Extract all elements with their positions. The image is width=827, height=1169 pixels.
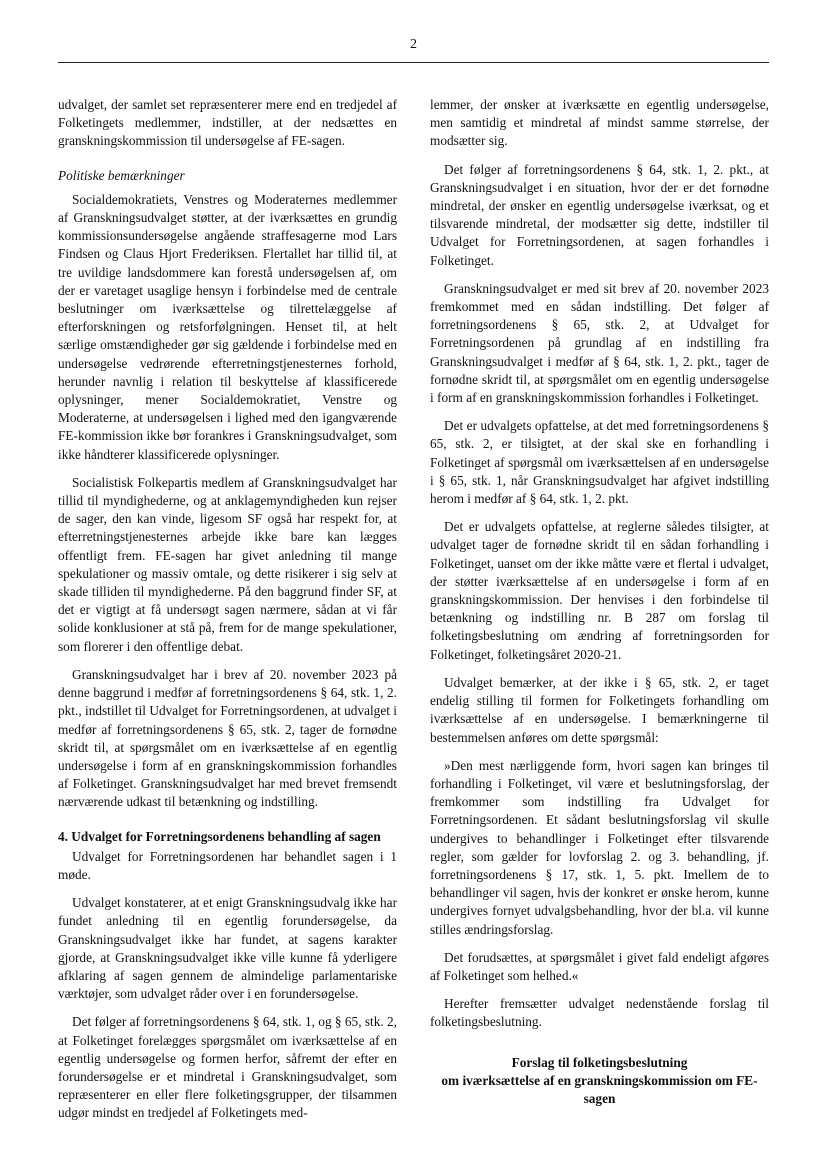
header-rule [58,62,769,63]
left-paragraph-3: Socialistisk Folkepartis medlem af Granskningsudvalget har tillid til myndighederne, og at anklagemyndigheden kun rejser de sager, den kan vinde, ligesom SF også har respekt for, at efterretningstjenesternes arbejde ikke bare kan lægges offentligt frem. FE-sagen har givet anledning til mange spekulationer og massiv omtale, og dette risikerer i sig selv at skade tilliden til myndighederne. På den baggrund finder SF, at det er vigtigt at få undersøgt sagen nærmere, sådan at vi får solide konklusioner at stå på, frem for de mange spekulationer, som florerer i den offentlige debat. [58,474,397,654]
left-column [58,96,397,1133]
right-paragraph-8: Herefter fremsætter udvalget nedenstående forslag til folketingsbeslutning. [430,996,769,1030]
right-paragraph-1: lemmer, der ønsker at iværksætte en egentlig undersøgelse, men samtidig et mindretal af mindst samme størrelse, der modsætter sig. [430,97,769,149]
right-paragraph-7: Det forudsættes, at spørgsmålet i givet fald endeligt afgøres af Folketinget som helhed.« [430,949,769,983]
right-paragraph-6: Udvalget bemærker, at der ikke i § 65, stk. 2, er taget endelig stilling til formen for Folketingets forhandling om iværksættelse af en undersøgelse. I bemærkningerne til bestemmelsen anføres om dette spørgsmål: [430,674,769,745]
proposal-title-line-1: Forslag til folketingsbeslutning [511,1054,688,1070]
proposal-title-line-2: om iværksættelse af en granskningskommission om FE- [441,1072,758,1088]
proposal-title-line-3: sagen [583,1090,616,1106]
political-remarks-heading: Politiske bemærkninger [58,167,185,183]
right-paragraph-2: Det følger af forretningsordenens § 64, stk. 1, 2. pkt., at Granskningsudvalget i en situation, hvor der er det fornødne mindretal, der ønsker en egentlig undersøgelse iværksat, og et tilsvarende mindretal, der modsætter sig dette, indstiller til Udvalget for Forretningsordenen, at sagen forhandles i Folketinget. [430,161,769,268]
right-column [430,96,769,1108]
right-paragraph-4: Det er udvalgets opfattelse, at det med forretningsordenens § 65, stk. 2, er tilsigtet, at der skal ske en forhandling i Folketinget af spørgsmål om iværksættelsen af en undersøgelse i § 65, stk. 1, når Granskningsudvalget har afgivet indstilling herom i medfør af § 64, stk. 1, 2. pkt. [430,418,769,507]
right-paragraph-3: Granskningsudvalget er med sit brev af 20. november 2023 fremkommet med en sådan indstilling. Det følger af forretningsordenens § 65, stk. 2, at Udvalget for Forretningsordenen på grundlag af en indstilling fra Granskningsudvalget i medfør af § 64, stk. 1, 2. pkt., tager de fornødne skridt til, at spørgsmålet om en egentlig undersøgelse i form af en granskningskommission forhandles i Folketinget. [430,280,769,406]
left-paragraph-4: Granskningsudvalget har i brev af 20. november 2023 på denne baggrund i medfør af forretningsordenens § 64, stk. 1, 2. pkt., indstillet til Udvalget for Forretningsordenen, at udvalget i medfør af forretningsordenens § 65, stk. 2, tager de fornødne skridt til, at spørgsmålet om en iværksættelse af en egentlig undersøgelse i form af en granskningskommission forhandles af Folketinget. Granskningsudvalget har med brevet fremsendt nærværende udkast til betænkning og indstilling. [58,666,397,810]
proposal-title [430,1054,769,1108]
left-paragraph-2: Socialdemokratiets, Venstres og Moderaternes medlemmer af Granskningsudvalget støtter, at der iværksættes en grundig kommissionsundersøgelse angående straffesagerne mod Lars Findsen og Claus Hjort Frederiksen. Flertallet har tillid til, at tre uvildige landsdommere kan forestå undersøgelsen af, om der er varetaget usaglige hensyn i forbindelse med de centrale beslutninger om iværksættelse og tilrettelæggelse af efterforskningen og retsforfølgningen. Henset til, at helt særlige omstændigheder gør sig gældende i forbindelse med en undersøgelse vedrørende efterretningstjenesternes forhold, herunder navnlig i relation til beskyttelse af klassificerede oplysninger, mener Socialdemokratiet, Venstre og Moderaterne, at undersøgelsen i lighed med den igangværende FE-kommission ikke bør forankres i Granskningsudvalget, som ikke håndterer klassificerede oplysninger. [58,191,397,462]
left-paragraph-6: Udvalget konstaterer, at et enigt Granskningsudvalg ikke har fundet anledning til en egentlig forundersøgelse, da Granskningsudvalget ikke har fundet, at sagens karakter gjorde, at Granskningsudvalget ikke ville kunne få yderligere afklaring af sagen gennem de almindelige parlamentariske værktøjer, som udvalget råder over i en forundersøgelse. [58,895,397,1002]
page-number: 2 [410,37,417,52]
section-4-heading: 4. Udvalget for Forretningsordenens behandling af sagen [58,828,381,844]
left-paragraph-5: Udvalget for Forretningsordenen har behandlet sagen i 1 møde. [58,848,397,882]
left-paragraph-7: Det følger af forretningsordenens § 64, stk. 1, og § 65, stk. 2, at Folketinget forelægges spørgsmålet om iværksættelse af en egentlig undersøgelse og formen herfor, såfremt der efter en forundersøgelse er et mindretal i Granskningsudvalget, som repræsenterer en eller flere folketingsgrupper, der tilsammen udgør mindst en tredjedel af Folketingets med- [58,1014,397,1121]
quoted-remarks: »Den mest nærliggende form, hvori sagen kan bringes til forhandling i Folketinget, vil være et beslutningsforslag, der fremkommer som indstilling fra Udvalget for Forretningsordenen. Et sådant beslutningsforslag vil skulle undergives to behandlinger i Folketinget efter tilsvarende regler, som gælder for lovforslag 2. og 3. behandling, jf. forretningsordenens § 17, stk. 1, 5. pkt. Imellem de to behandlinger vil sagen, hvis der konkret er ønske herom, kunne undergives fornyet udvalgsbehandling, hvor der bl.a. vil kunne stilles ændringsforslag. [430,757,769,937]
left-paragraph-1: udvalget, der samlet set repræsenterer mere end en tredjedel af Folketingets medlemmer, indstiller, at der nedsættes en granskningskommission til undersøgelse af FE-sagen. [58,97,397,149]
right-paragraph-5: Det er udvalgets opfattelse, at reglerne således tilsigter, at udvalget tager de fornødne skridt til en sådan forhandling i Folketinget, uanset om der ikke måtte være et flertal i udvalget, der støtter iværksættelse af en undersøgelse i form af en granskningskommission. Der henvises i den forbindelse til betænkning og indstilling nr. B 287 om forslag til folketingsbeslutning om ændring af forretningsorden for Folketinget, folketingsåret 2020-21. [430,519,769,662]
